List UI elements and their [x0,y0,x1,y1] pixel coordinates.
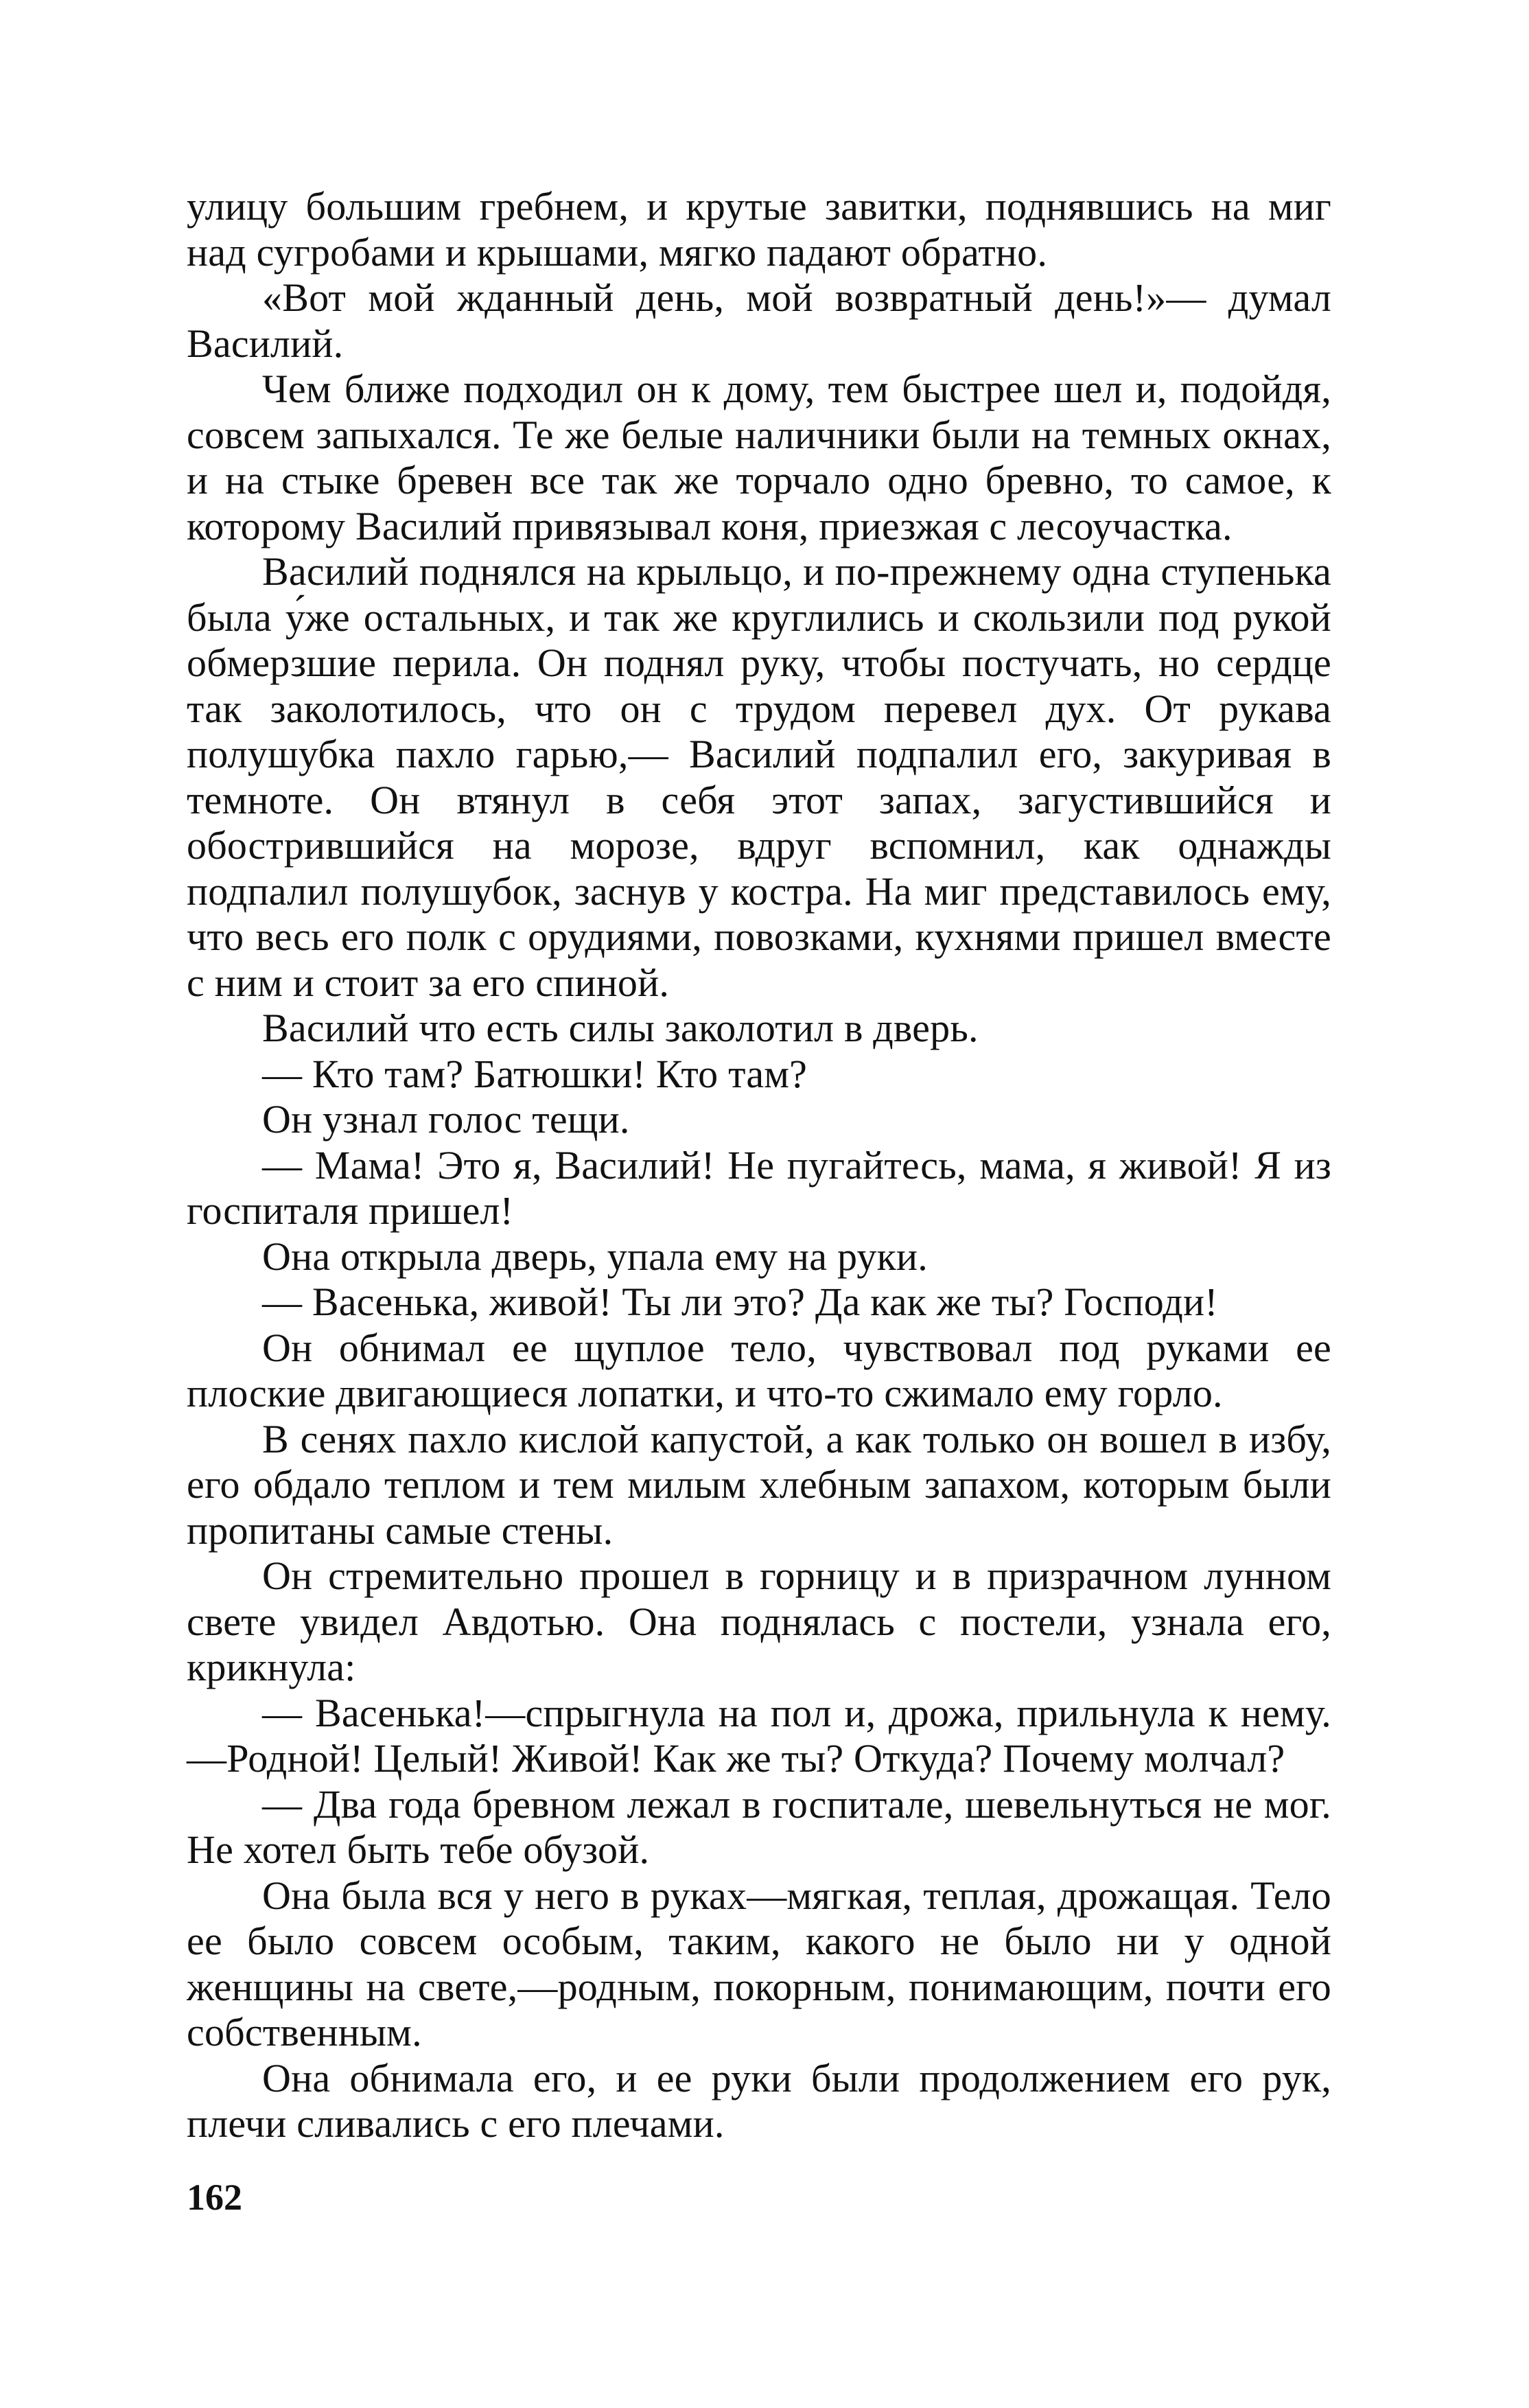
paragraph-3: Чем ближе подходил он к дому, тем быстрее шел и, подойдя, совсем запыхался. Те же белые наличники были на темных окнах, и на стыке бревен все так же торчало одно бревно, то самое, к которому Василий привязывал коня, приезжая с лесоучастка. [187,367,1331,548]
paragraph-10: — Васенька, живой! Ты ли это? Да как же ты? Господи! [262,1280,1218,1324]
paragraph-5: Василий что есть силы заколотил в дверь. [262,1006,979,1050]
paragraph-13: Он стремительно прошел в горницу и в призрачном лунном свете увидел Авдотью. Она поднялась с постели, узнала его, крикнула: [187,1553,1331,1689]
paragraph-7: Он узнал голос тещи. [262,1097,630,1142]
paragraph-2: «Вот мой жданный день, мой возвратный день!»— думал Василий. [187,275,1331,366]
text-block [187,184,1331,2147]
paragraph-9: Она открыла дверь, упала ему на руки. [262,1234,928,1279]
paragraph-1: улицу большим гребнем, и крутые завитки, поднявшись на миг над сугробами и крышами, мягко падают обратно. [187,184,1331,275]
paragraph-11: Он обнимал ее щуплое тело, чувствовал под руками ее плоские двигающиеся лопатки, и что-то сжимало ему горло. [187,1325,1331,1415]
paragraph-4: Василий поднялся на крыльцо, и по-прежнему одна ступенька была у́же остальных, и так же круглились и скользили под рукой обмерзшие перила. Он поднял руку, чтобы постучать, но сердце так заколотилось, что он с трудом перевел дух. От рукава полушубка пахло гарью,— Василий подпалил его, закуривая в темноте. Он втянул в себя этот запах, загустившийся и обострившийся на морозе, вдруг вспомнил, как однажды подпалил полушубок, заснув у костра. На миг представилось ему, что весь его полк с орудиями, повозками, кухнями пришел вместе с ним и стоит за его спиной. [187,549,1331,1005]
paragraph-16: Она была вся у него в руках—мягкая, теплая, дрожащая. Тело ее было совсем особым, таким, какого не было ни у одной женщины на свете,—родным, покорным, понимающим, почти его собственным. [187,1873,1331,2054]
page-number: 162 [187,2177,242,2218]
paragraph-12: В сенях пахло кислой капустой, а как только он вошел в избу, его обдало теплом и тем милым хлебным запахом, которым были пропитаны самые стены. [187,1416,1331,1553]
paragraph-8: — Мама! Это я, Василий! Не пугайтесь, мама, я живой! Я из госпиталя пришел! [187,1142,1331,1233]
paragraph-15: — Два года бревном лежал в госпитале, шевельнуться не мог. Не хотел быть тебе обузой. [187,1781,1331,1872]
paragraph-17: Она обнимала его, и ее руки были продолжением его рук, плечи сливались с его плечами. [187,2055,1331,2146]
paragraph-6: — Кто там? Батюшки! Кто там? [262,1051,808,1096]
page-body [187,184,1331,2147]
paragraph-14: — Васенька!—спрыгнула на пол и, дрожа, прильнула к нему.—Родной! Целый! Живой! Как же ты? Откуда? Почему молчал? [187,1690,1331,1781]
